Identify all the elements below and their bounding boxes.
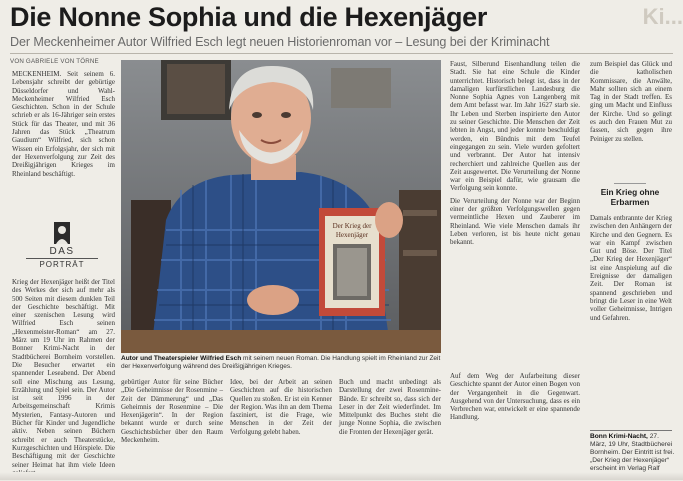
svg-text:Hexenjäger: Hexenjäger [335,231,369,239]
bottom-column-1 [121,378,223,474]
book-title: Der Krieg der [332,222,372,230]
far-right-column-text-top [590,60,672,180]
info-box-rule [590,430,672,431]
headline: Die Nonne Sophia und die Hexenjäger [10,2,488,32]
info-title: Bonn Krimi-Nacht, [590,433,648,440]
byline: VON GABRIELE VON TÖRNE [10,58,99,65]
portrait-rule [26,258,98,259]
paragraph: Idee, bei der Arbeit an seinen Geschichten auf die historischen Quellen zu stoßen. Er ist ein Kenner der Region. Was ihn an dem Thema fasziniert, ist die Frage, wie Menschen in der Zeit der Verfolgung gelebt haben. [230,378,332,436]
right-column-text-top [450,60,580,370]
subheading-rule [614,183,646,184]
paragraph: Die Verurteilung der Nonne war der Beginn einer der größten Verfolgungswellen gegen vermeintliche Hexen und Zauberer im Rheinland. Wie viele Menschen damals ihr Leben verloren, ist bis heute nicht genau bekannt. [450,196,580,247]
subheading-line-1: Ein Krieg ohne [600,187,660,197]
paragraph: Damals entbrannte der Krieg zwischen den Anhängern der Kirche und den Gegnern. Es war ein Kampf zwischen Gut und Böse. Der Titel „Der Krieg der Hexenjäger“ ist eine Anspielung auf die Ereignisse der damaligen Zeit. Der Roman ist spannend geschrieben und bringt die Leser in eine Welt voller Geheimnisse, Intrigen und Gefahren. [590,214,672,322]
left-column-text-bottom [12,278,115,470]
left-column-text-top [12,70,115,220]
photo-caption [121,355,441,371]
bottom-column-2 [230,378,332,474]
adjacent-headline-fragment: Ki... [642,4,683,29]
divider [10,53,673,54]
portrait-section-label [12,222,112,274]
paragraph: Auf dem Weg der Aufarbeitung dieser Geschichte spannt der Autor einen Bogen von der Vergangenheit in die Gegenwart. Ausgehend von der Untersuchung, dass es ein Verbrechen war, entwickelt er eine spannende Handlung. [450,372,580,422]
section-subheading [590,187,670,207]
info-text: 27. März, 19 Uhr, Stadtbücherei Bornheim. Der Eintritt ist frei. „Der Krieg der Hexenjäger“ erscheint im Verlag Ralf [590,433,675,472]
caption-bold: Autor und Theaterspieler Wilfried Esch [121,355,242,362]
subheadline: Der Meckenheimer Autor Wilfried Esch legt neuen Historienroman vor – Lesung bei der Kriminacht [10,35,550,49]
paragraph: MECKENHEIM. Seit seinem 6. Lebensjahr schreibt der gebürtige Düsseldorfer und Wahl-Meckenheimer Wilfried Esch Geschichten. Schon in der Schule schrieb er als 16-Jähriger sein erstes Stück für das Theater, und mit 36 Jahren das Stück „Theatrum Gaudium“ Wilfried, sich schon Wissen ein Erfolgsjahr, der sich mit der Hexenverfolgung zur Zeit des Dreißigjährigen Krieges im Rheinland beschäftigt. [12,70,115,178]
author-photo-illustration [121,60,441,353]
bottom-column-3 [339,378,441,474]
portrait-label-portraet: PORTRÄT [39,260,85,269]
portrait-label-das: DAS [49,246,75,257]
paragraph: Buch und macht unbedingt als Darstellung der zwei Rosenmine-Bände. Er schreibt so, dass sich der Leser in der Zeit wiederfindet. Im Mittelpunkt des Buches steht die junge Nonne Sophia, die zwischen die Fronten der Hexenjäger gerät. [339,378,441,436]
paragraph: gebürtiger Autor für seine Bücher „Die Geheimnisse der Rosenmine – Zeit der Dämmerung“ und „Das Geheimnis der Rosenmine – Die Hexenjägerin“. In der Region bekannt wurde er durch seine Geschichtsbücher über den Raum Meckenheim. [121,378,223,445]
page-bottom-shade [0,472,683,480]
caption-text: mit seinem neuen Roman. Die Handlung spielt im Rheinland zur Zeit der Hexenverfolgung während des Dreißigjährigen Krieges. [121,355,441,370]
far-right-column-text-bottom [590,214,672,428]
paragraph: Faust, Silberund Eisenhandlung teilen die Stadt. Sie hat eine Schule die Kinder unterrichtet. Historisch belegt ist, dass in der damaligen kurfürstlichen Landesburg die Nonne Sophia Agnes von Langenberg mit dem Amt befasst war. Im Jahr 1627 starb sie. Ihr Leben und Sterben inspirierte den Autor zu seiner Geschichte. Die Menschen der Zeit lebten in Angst, und jeder konnte beschuldigt werden, ein Bündnis mit dem Teufel eingegangen zu sein. Viele wurden gefoltert und verbrannt. Der Autor hat intensiv recherchiert und zahlreiche Quellen aus der Zeit ausgewertet. Die Verurteilung der Nonne war ein Beispiel dafür, wie grausam die Verfolgung sein konnte. [450,60,580,193]
subheading-line-2: Erbarmen [610,197,650,207]
portrait-icon [54,222,70,244]
author-photo [121,60,441,353]
paragraph: zum Beispiel das Glück und die katholischen Kommissare, die Anwälte, Mahr sollten sich an einem Tag in der Stadt treffen. Es ging um Macht und Einfluss der Kirche. Und so gelingt es auch den Frauen Mut zu fassen, sich gegen ihre Peiniger zu stellen. [590,60,672,143]
right-column-text-bottom [450,372,580,474]
paragraph: Krieg der Hexenjäger heißt der Titel des Werkes der sich auf mehr als 500 Seiten mit diesem dunklen Teil der Geschichte beschäftigt. Mit einer szenischen Lesung wird Wilfried Esch seinen „Hexenmeister-Roman“ am 27. März um 19 Uhr im Rahmen der Bonner Krimi-Nacht in der Stadtbücherei Bornheim vorstellen. Die Besucher erwartet ein spannender Leseabend. Der Abend soll eine Mischung aus Lesung, Erzählung und Spiel sein. Der Autor ist seit 1996 in der Arbeitsgemeinschaft Krimis Mysterien, Fantasy-Autoren und Bücher für Kinder und Jugendliche aktiv. Neben seinen Büchern schreibt er auch Theaterstücke, Kurzgeschichten und Hörspiele. Die Beschäftigung mit der Geschichte seiner Heimat hat ihm viele Ideen [12,278,115,469]
